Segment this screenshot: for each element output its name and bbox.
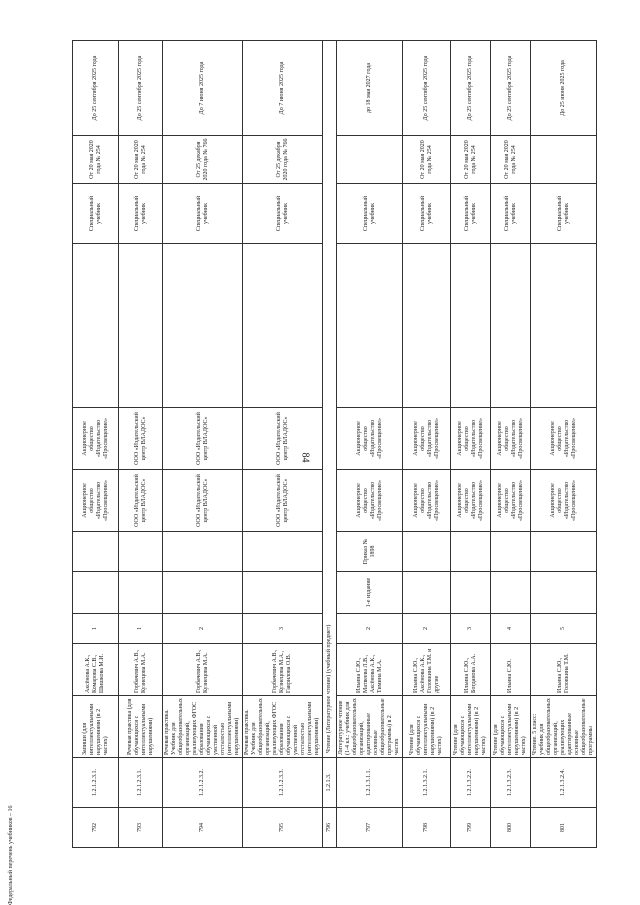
row-title: Речевая практика (для обучающихся с интеллектуальными нарушениями) [119,696,163,758]
row-term: До 25 сентября 2025 года [73,41,119,136]
row-authors: Ильина С.Ю., Головкина Т.М. [531,644,597,696]
row-empty-1 [119,244,163,408]
table-row [163,41,243,848]
row-number: 795 [243,808,323,848]
section-code: 1.2.1.3. [323,758,337,808]
row-empty-1 [337,244,403,408]
row-status [119,572,163,614]
row-publisher2: ООО «Издательский центр ВЛАДОС» [119,408,163,470]
row-code: 1.2.1.2.3.1. [119,758,163,808]
row-title: Запиши (для интеллектуальными нарушениями (в 2 частях) [73,696,119,758]
row-empty-1 [531,244,597,408]
row-order: От 20 мая 2020 года № 254 [451,136,491,184]
row-empty-1 [243,244,323,408]
row-order: От 25 декабря 2020 года № 766 [163,136,243,184]
table-row [451,41,491,848]
row-authors: Горбачевич А.В., Кузнецова М.А. [119,644,163,696]
row-publisher2: ООО «Издательский центр ВЛАДОС» [243,408,323,470]
row-kind: Специальный учебник [163,184,243,244]
row-status: 1-е издание [337,572,403,614]
table-row [337,41,403,848]
row-title: Чтение (для обучающихся с интеллектуальными нарушениями) (в 2 частях) [451,696,491,758]
row-grade: 3 [243,614,323,644]
row-publisher: Акционерное общество «Издательство «Просвещение» [531,470,597,532]
row-order: От 20 мая 2020 года № 254 [491,136,531,184]
row-code: 1.2.1.2.3.3. [243,758,323,808]
row-number: 800 [491,808,531,848]
row-status [491,572,531,614]
row-reqs [119,532,163,572]
row-kind: Специальный учебник [243,184,323,244]
row-status [451,572,491,614]
row-number: 793 [119,808,163,848]
row-term: до 18 мая 2027 года [337,41,403,136]
row-kind: Специальный учебник [491,184,531,244]
row-reqs: Приказ № 1898 [337,532,403,572]
page-number: 84 [299,452,311,463]
row-number: 801 [531,808,597,848]
row-kind: Специальный учебник [337,184,403,244]
row-term: До 25 сентября 2025 года [403,41,451,136]
row-publisher: Акционерное общество «Издательство «Просвещение» [73,470,119,532]
row-publisher2: Акционерное общество «Издательство «Просвещение» [451,408,491,470]
row-term: До 7 июня 2025 года [163,41,243,136]
row-empty-1 [491,244,531,408]
row-reqs [73,532,119,572]
row-publisher2: Акционерное общество «Издательство «Просвещение» [531,408,597,470]
row-grade: 1 [119,614,163,644]
row-authors: Аксёнова А.К., Комарова С.В., Шишкова М.И. [73,644,119,696]
row-reqs [163,532,243,572]
row-status [243,572,323,614]
table-row [119,41,163,848]
row-number: 794 [163,808,243,848]
row-publisher: ООО «Издательский центр ВЛАДОС» [119,470,163,532]
row-title: Чтение (для обучающихся с интеллектуальными нарушениями) (в 2 частях) [403,696,451,758]
row-authors: Ильина С.Ю. [491,644,531,696]
row-order: От 25 декабря 2020 года № 766 [243,136,323,184]
row-title: Чтение. 5 класс: учебник для общеобразовательных организаций, реализующих адаптированные основные общеобразовательные программы [531,696,597,758]
row-reqs [403,532,451,572]
section-number: 796 [323,808,337,848]
row-code: 1.2.1.3.1.1. [337,758,403,808]
table-row [403,41,451,848]
textbook-table [72,40,597,848]
row-reqs [491,532,531,572]
row-publisher: Акционерное общество «Издательство «Просвещение» [337,470,403,532]
row-number: 797 [337,808,403,848]
row-authors: Горбачевич А.В., Кузнецова М.А., Гаврилова О.В. [243,644,323,696]
row-title: Чтение (для обучающихся с интеллектуальными нарушениями) (в 2 частях) [491,696,531,758]
row-publisher: ООО «Издательский центр ВЛАДОС» [163,470,243,532]
row-reqs [451,532,491,572]
row-publisher: Акционерное общество «Издательство «Просвещение» [491,470,531,532]
row-kind: Специальный учебник [119,184,163,244]
row-publisher2: ООО «Издательский центр ВЛАДОС» [163,408,243,470]
row-title: Литературное чтение (1-4 кл.: учебник для общеобразовательных организаций, адаптированные основные общеобразовательные программы) в 2 частях [337,696,403,758]
row-authors: Ильина С.Ю., Богданова А.А. [451,644,491,696]
row-authors: Горбачевич А.В., Кузнецова М.А. [163,644,243,696]
row-order [531,136,597,184]
row-reqs [243,532,323,572]
row-title: Речевая практика. Учебник для общеобразовательных организаций, реализующих ФГОС образования обучающихся с умственной отсталостью (интеллектуальными нарушениями) [243,696,323,758]
row-status [163,572,243,614]
row-term: До 7 июня 2025 года [243,41,323,136]
row-order: От 20 мая 2020 года № 254 [403,136,451,184]
row-status [73,572,119,614]
row-number: 792 [73,808,119,848]
row-grade: 4 [491,614,531,644]
row-title: Речевая практика. Учебник для общеобразовательных организаций, реализующих ФГОС образования обучающихся с умственной отсталостью (интеллектуальными нарушениями) [163,696,243,758]
row-publisher2: Акционерное общество «Издательство «Просвещение» [491,408,531,470]
table-row [491,41,531,848]
row-publisher: Акционерное общество «Издательство «Просвещение» [451,470,491,532]
table-area [72,41,594,848]
row-reqs [531,532,597,572]
row-kind: Специальный учебник [73,184,119,244]
table-row [531,41,597,848]
row-number: 799 [451,808,491,848]
row-code: 1.2.1.3.2.1. [403,758,451,808]
row-grade: 5 [531,614,597,644]
row-empty-1 [73,244,119,408]
row-code: 1.2.1.2.3.2. [163,758,243,808]
row-term: До 25 июня 2025 года [531,41,597,136]
row-term: До 25 сентября 2025 года [491,41,531,136]
row-empty-1 [403,244,451,408]
row-publisher: ООО «Издательский центр ВЛАДОС» [243,470,323,532]
row-publisher2: Акционерное общество «Издательство «Просвещение» [337,408,403,470]
row-authors: Ильина С.Ю., Аксёнова А.К., Головкина Т.М. и другие [403,644,451,696]
row-code: 1.2.1.3.2.2. [451,758,491,808]
row-term: До 25 сентября 2025 года [119,41,163,136]
row-empty-1 [163,244,243,408]
row-kind: Специальный учебник [531,184,597,244]
footer-note: Федеральный перечень учебников – 16 [8,805,14,905]
row-kind: Специальный учебник [403,184,451,244]
row-grade: 2 [403,614,451,644]
row-code: 1.2.1.3.2.4. [531,758,597,808]
row-order: От 20 мая 2020 года № 254 [119,136,163,184]
row-code: 1.2.1.2.3.1. [73,758,119,808]
row-code: 1.2.1.3.2.3. [491,758,531,808]
row-status [403,572,451,614]
section-row [323,41,337,848]
row-publisher2: Акционерное общество «Издательство «Просвещение» [403,408,451,470]
row-grade: 1 [73,614,119,644]
row-grade: 2 [163,614,243,644]
row-term: До 25 сентября 2025 года [451,41,491,136]
row-publisher: Акционерное общество «Издательство «Просвещение» [403,470,451,532]
row-kind: Специальный учебник [451,184,491,244]
row-order [337,136,403,184]
row-authors: Ильина С.Ю., Матвеева Л.В., Аксёнова А.К., Тимина М.А. [337,644,403,696]
row-grade: 2 [337,614,403,644]
table-row [243,41,323,848]
row-number: 798 [403,808,451,848]
row-empty-1 [451,244,491,408]
section-title: Чтение (Литературное чтение) (учебный предмет) [323,41,337,758]
row-grade: 3 [451,614,491,644]
row-publisher2: Акционерное общество «Издательство «Просвещение» [73,408,119,470]
table-row [73,41,119,848]
row-status [531,572,597,614]
row-order: От 20 мая 2020 года № 254 [73,136,119,184]
